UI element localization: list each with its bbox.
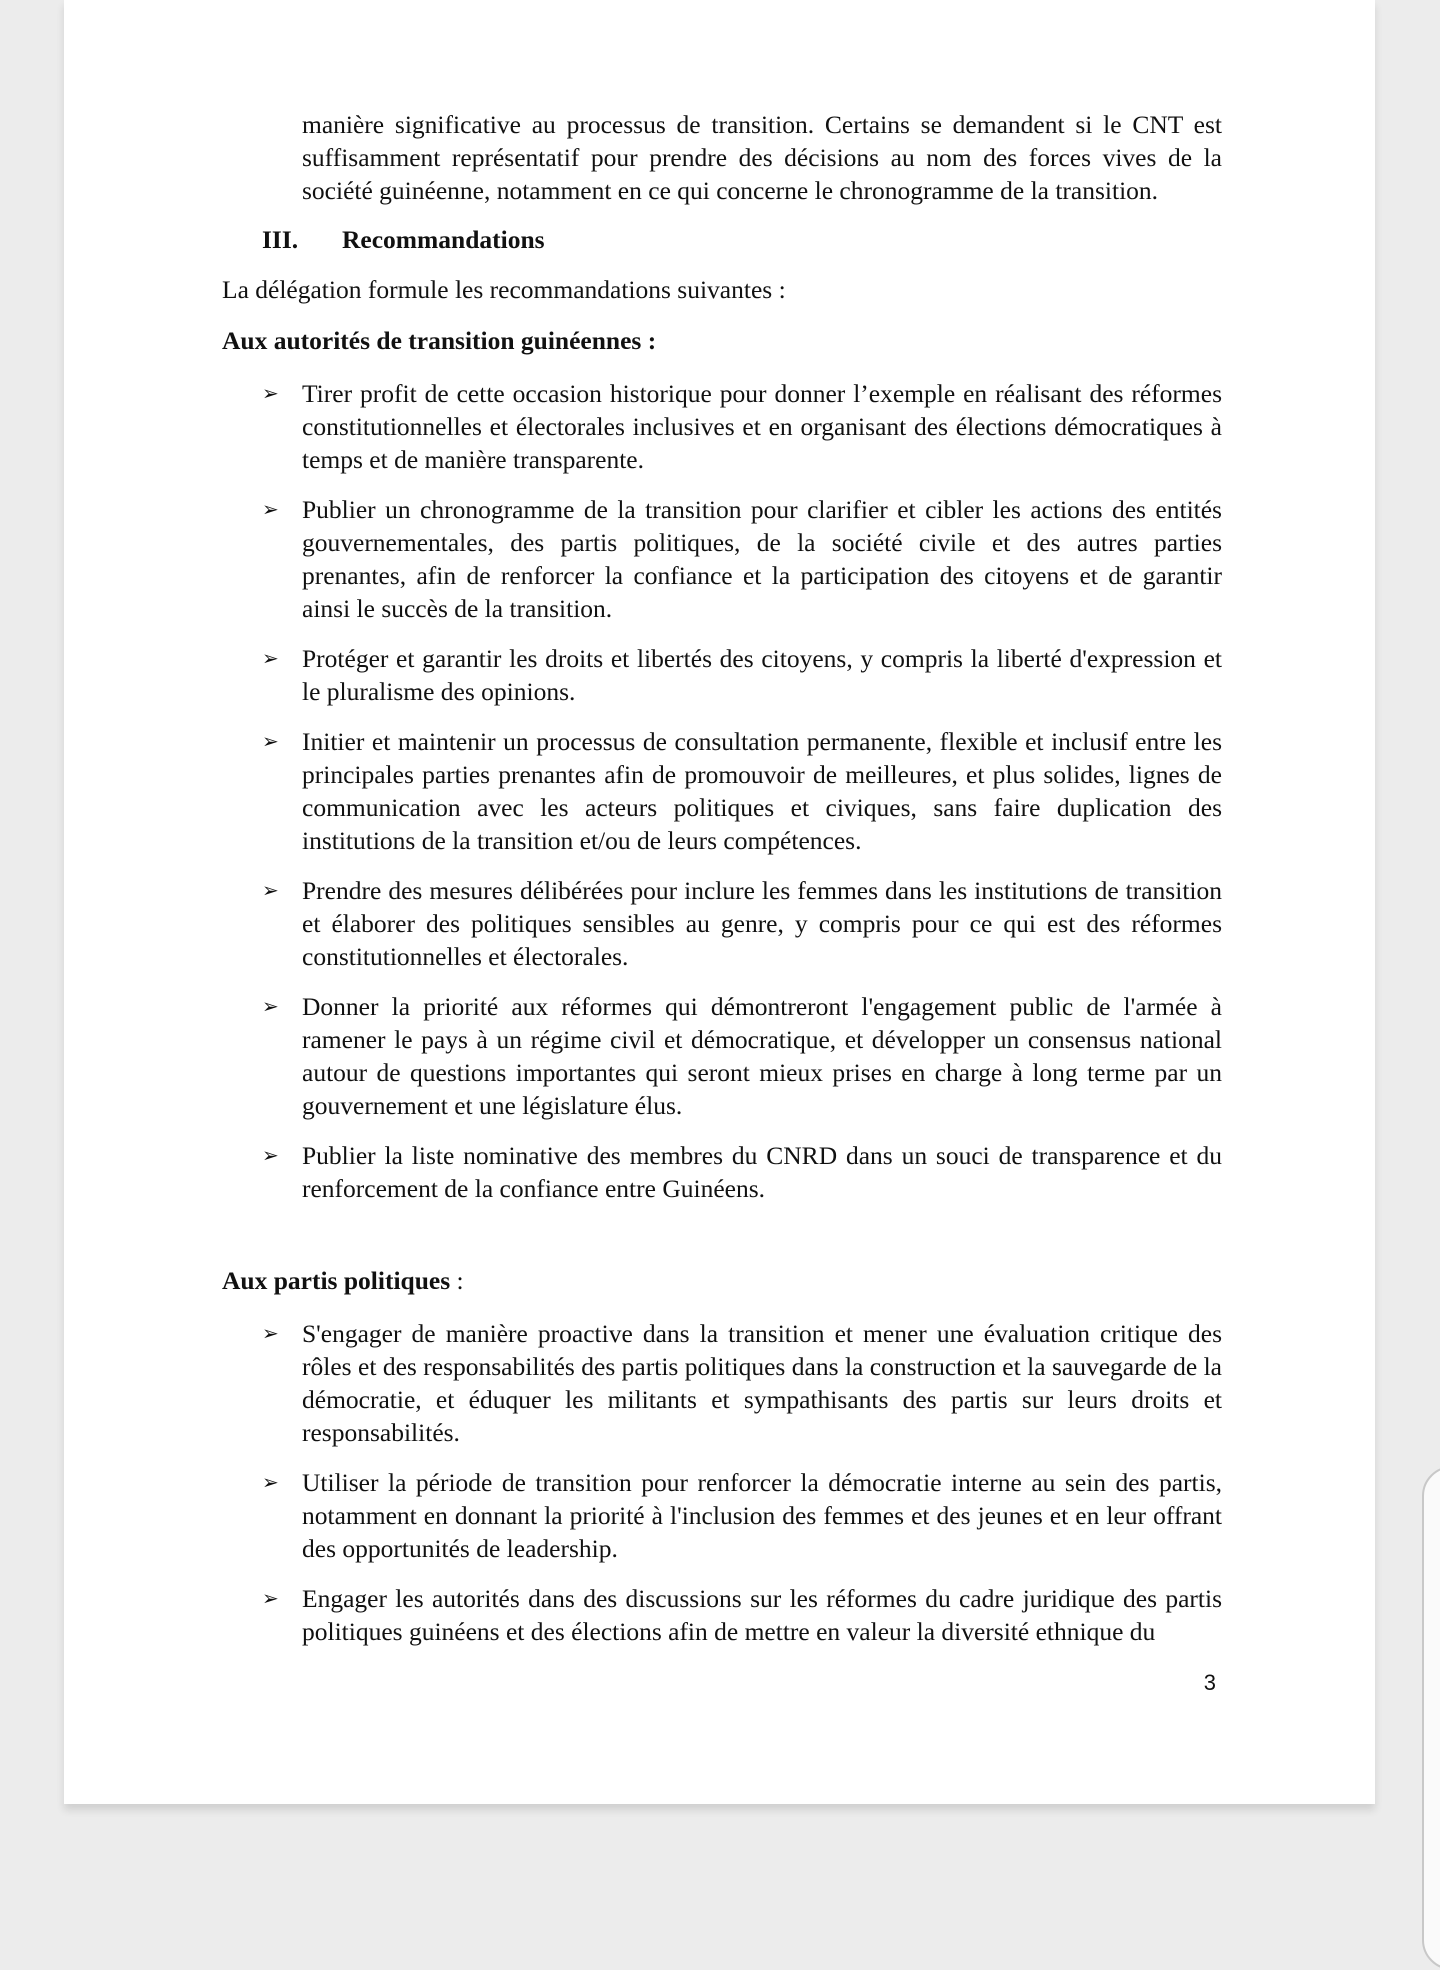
list-item-text: Tirer profit de cette occasion historique pour donner l’exemple en réalisant des réformes constitutionnelles et électorales inclusives et en organisant des élections démocratiques à temps et de manière transparente. <box>302 379 1222 474</box>
page-number: 3 <box>1203 1670 1216 1695</box>
list-item <box>222 1317 1222 1449</box>
parties-heading-colon: : <box>450 1266 464 1295</box>
list-item-text: Initier et maintenir un processus de consultation permanente, flexible et inclusif entre les principales parties prenantes afin de promouvoir de meilleures, et plus solides, lignes de communication avec les acteurs politiques et civiques, sans faire duplication des institutions de la transition et/ou de leurs compétences. <box>302 727 1222 855</box>
arrow-bullet-icon: ➢ <box>262 381 279 405</box>
arrow-bullet-icon: ➢ <box>262 729 279 753</box>
list-item-text: Prendre des mesures délibérées pour inclure les femmes dans les institutions de transition et élaborer des politiques sensibles au genre, y compris pour ce qui est des réformes constitutionnelles et électorales. <box>302 876 1222 971</box>
authorities-recommendations-list <box>222 377 1222 1205</box>
section-number: III. <box>262 225 299 254</box>
list-item <box>222 493 1222 625</box>
page-content <box>222 108 1222 1648</box>
arrow-bullet-icon: ➢ <box>262 1143 279 1167</box>
intro-paragraph: manière significative au processus de transition. Certains se demandent si le CNT est suffisamment représentatif pour prendre des décisions au nom des forces vives de la société guinéenne, notamment en ce qui concerne le chronogramme de la transition. <box>302 110 1222 205</box>
list-item-text: Protéger et garantir les droits et libertés des citoyens, y compris la liberté d'expression et le pluralisme des opinions. <box>302 644 1222 706</box>
list-item <box>222 990 1222 1122</box>
list-item <box>222 1582 1222 1648</box>
list-item <box>222 377 1222 476</box>
list-item-text: Publier la liste nominative des membres du CNRD dans un souci de transparence et du renforcement de la confiance entre Guinéens. <box>302 1141 1222 1203</box>
arrow-bullet-icon: ➢ <box>262 878 279 902</box>
list-item <box>222 642 1222 708</box>
section-heading <box>262 223 1222 256</box>
arrow-bullet-icon: ➢ <box>262 1470 279 1494</box>
authorities-heading: Aux autorités de transition guinéennes : <box>222 326 657 355</box>
arrow-bullet-icon: ➢ <box>262 646 279 670</box>
arrow-bullet-icon: ➢ <box>262 994 279 1018</box>
arrow-bullet-icon: ➢ <box>262 497 279 521</box>
list-item <box>222 1466 1222 1565</box>
list-item-text: Utiliser la période de transition pour renforcer la démocratie interne au sein des partis, notamment en donnant la priorité à l'inclusion des femmes et des jeunes et en leur offrant des opportunités de leadership. <box>302 1468 1222 1563</box>
list-item-text: Publier un chronogramme de la transition pour clarifier et cibler les actions des entités gouvernementales, des partis politiques, de la société civile et des autres parties prenantes, afin de renforcer la confiance et la participation des citoyens et de garantir ainsi le succès de la transition. <box>302 495 1222 623</box>
list-item <box>222 874 1222 973</box>
arrow-bullet-icon: ➢ <box>262 1321 279 1345</box>
parties-heading-title: Aux partis politiques <box>222 1266 451 1295</box>
section-title: Recommandations <box>342 225 545 254</box>
list-item-text: Engager les autorités dans des discussions sur les réformes du cadre juridique des partis politiques guinéens et des élections afin de mettre en valeur la diversité ethnique du <box>302 1584 1222 1646</box>
list-item <box>222 1139 1222 1205</box>
list-item-text: Donner la priorité aux réformes qui démontreront l'engagement public de l'armée à ramener le pays à un régime civil et démocratique, et développer un consensus national autour de questions importantes qui seront mieux prises en charge à long terme par un gouvernement et une législature élus. <box>302 992 1222 1120</box>
lead-paragraph: La délégation formule les recommandations suivantes : <box>222 275 786 304</box>
list-item <box>222 725 1222 857</box>
parties-recommendations-list <box>222 1317 1222 1648</box>
list-item-text: S'engager de manière proactive dans la transition et mener une évaluation critique des rôles et des responsabilités des partis politiques dans la construction et la sauvegarde de la démocratie, et éduquer les militants et sympathisants des partis sur leurs droits et responsabilités. <box>302 1319 1222 1447</box>
parties-heading <box>222 1264 1222 1297</box>
scroll-handle[interactable] <box>1422 1466 1440 1970</box>
arrow-bullet-icon: ➢ <box>262 1586 279 1610</box>
document-page <box>64 0 1375 1804</box>
